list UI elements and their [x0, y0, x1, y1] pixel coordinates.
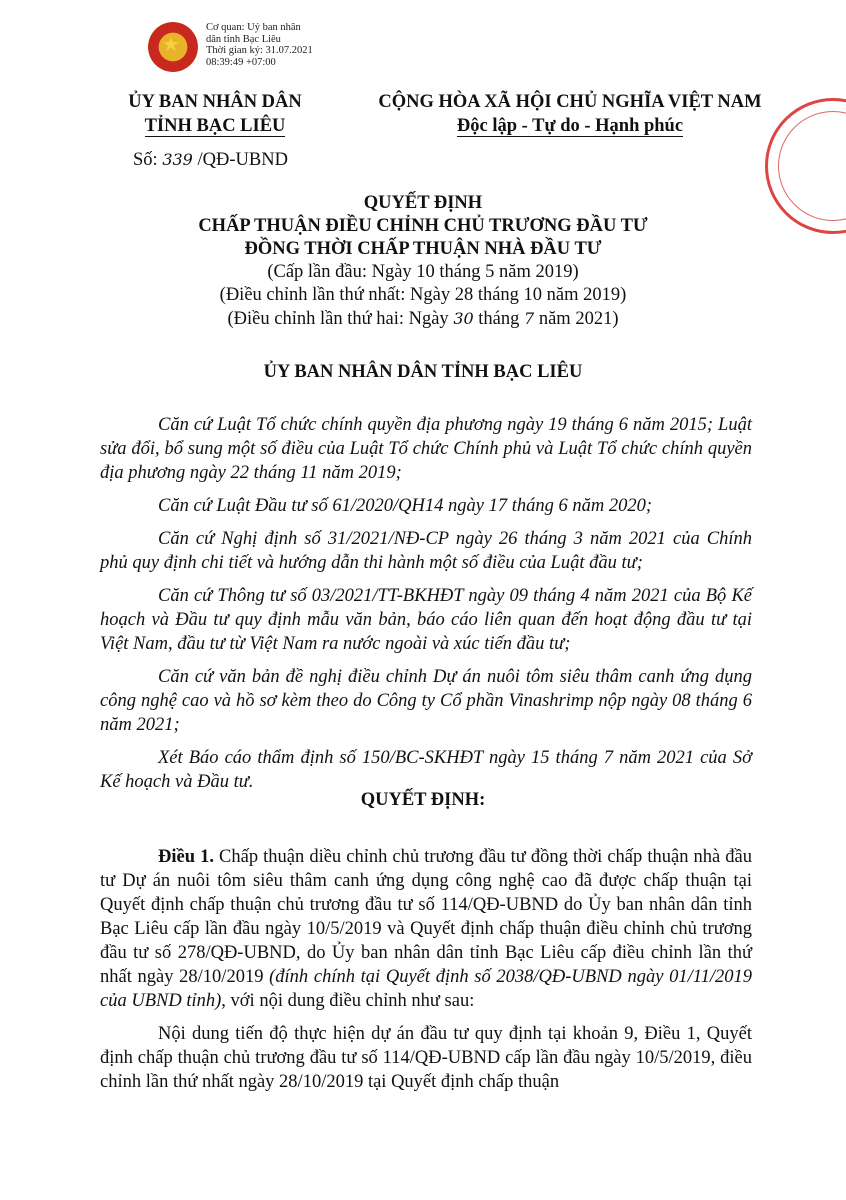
article-1-label: Điều 1. [158, 847, 214, 867]
legal-bases [100, 413, 752, 803]
national-emblem-icon: ★ [148, 22, 198, 72]
document-number [133, 150, 288, 171]
basis-item: Căn cứ văn bản đề nghị điều chỉnh Dự án nuôi tôm siêu thâm canh ứng dụng công nghệ cao và hồ sơ kèm theo do Công ty Cổ phần Vinashrimp nộp ngày 08 tháng 6 năm 2021; [100, 667, 752, 735]
title-line-3: ĐỒNG THỜI CHẤP THUẬN NHÀ ĐẦU TƯ [244, 239, 602, 259]
basis-item: Căn cứ Luật Tổ chức chính quyền địa phương ngày 19 tháng 6 năm 2015; Luật sửa đổi, bổ sung một số điều của Luật Tổ chức Chính phủ và Luật Tổ chức chính quyền địa phương ngày 22 tháng 11 năm 2019; [100, 415, 752, 483]
article-1-text: Chấp thuận diều chỉnh chủ trương đầu tư đồng thời chấp thuận nhà đầu tư Dự án nuôi tôm siêu thâm canh ứng dụng công nghệ cao đã được chấp thuận tại Quyết định chấp thuận chủ trương đầu tư số 114/QĐ-UBND do Ủy ban nhân dân tỉnh Bạc Liêu cấp lần đầu ngày 10/5/2019 và Quyết định chấp thuận điều chỉnh chủ trương đầu tư số 278/QĐ-UBND, do Ủy ban nhân dân tỉnh Bạc Liêu cấp điều chỉnh lần thứ nhất ngày 28/10/2019 [100, 847, 753, 987]
number-handwritten: 339 [162, 150, 193, 169]
basis-item: Xét Báo cáo thẩm định số 150/BC-SKHĐT ngày 15 tháng 7 năm 2021 của Sở Kế hoạch và Đầu tư. [100, 748, 752, 792]
basis-item: Căn cứ Thông tư số 03/2021/TT-BKHĐT ngày 09 tháng 4 năm 2021 của Bộ Kế hoạch và Đầu tư quy định mẫu văn bản, báo cáo liên quan đến hoạt động đầu tư tại Việt Nam, đầu tư từ Việt Nam ra nước ngoài và xúc tiến đầu tư; [100, 586, 752, 654]
handwritten-month: 7 [524, 309, 535, 328]
title-line-2: CHẤP THUẬN ĐIỀU CHỈNH CHỦ TRƯƠNG ĐẦU TƯ [198, 216, 648, 236]
t6a: (Điều chỉnh lần thứ hai: Ngày [227, 309, 454, 329]
signature-time: Thời gian ký: 31.07.2021 [206, 45, 313, 56]
title-line-1: QUYẾT ĐỊNH [363, 193, 483, 213]
title-line-4: (Cấp lần đầu: Ngày 10 tháng 5 năm 2019) [267, 262, 579, 282]
issuer-line-1: ỦY BAN NHÂN DÂN [128, 92, 302, 112]
authority-heading: ỦY BAN NHÂN DÂN TỈNH BẠC LIÊU [263, 362, 583, 382]
basis-item: Căn cứ Nghị định số 31/2021/NĐ-CP ngày 26 tháng 3 năm 2021 của Chính phủ quy định chi tiết và hướng dẫn thi hành một số điều của Luật đầu tư; [100, 529, 752, 573]
articles [100, 845, 752, 1103]
t6c: năm 2021) [534, 309, 619, 329]
t6b: tháng [473, 309, 525, 329]
signature-time-2: 08:39:49 +07:00 [206, 56, 276, 68]
signature-agency: Cơ quan: Uỷ ban nhân [206, 22, 301, 33]
number-prefix: Số: [133, 150, 158, 170]
paragraph-2: Nội dung tiến độ thực hiện dự án đầu tư quy định tại khoản 9, Điều 1, Quyết định chấp thuận chủ trương đầu tư số 114/QĐ-UBND cấp lần đầu ngày 10/5/2019, điều chỉnh lần thứ nhất ngày 28/10/2019 tại Quyết định chấp thuận [100, 1024, 752, 1092]
title-line-6 [0, 307, 846, 331]
document-title [0, 192, 846, 331]
national-motto: Độc lập - Tự do - Hạnh phúc [456, 116, 684, 136]
article-1-tail: , với nội dung điều chỉnh như sau: [221, 991, 475, 1011]
digital-signature-info [206, 22, 313, 68]
basis-item: Căn cứ Luật Đầu tư số 61/2020/QH14 ngày 17 tháng 6 năm 2020; [158, 496, 652, 516]
title-line-5: (Điều chỉnh lần thứ nhất: Ngày 28 tháng 10 năm 2019) [219, 285, 627, 305]
decision-heading: QUYẾT ĐỊNH: [360, 790, 486, 810]
issuer-header [100, 90, 330, 138]
issuer-line-2: TỈNH BẠC LIÊU [144, 116, 286, 136]
article-1-italic: (đính chính tại Quyết định số 2038/QĐ-UBND ngày 01/11/2019 của UBND tỉnh) [100, 967, 752, 1011]
national-header [370, 90, 770, 138]
number-suffix: /QĐ-UBND [197, 150, 288, 170]
handwritten-day: 30 [453, 309, 474, 328]
article-1 [100, 845, 752, 1013]
signature-agency-2: dân tỉnh Bạc Liêu [206, 33, 281, 45]
national-title: CỘNG HÒA XÃ HỘI CHỦ NGHĨA VIỆT NAM [378, 92, 762, 112]
